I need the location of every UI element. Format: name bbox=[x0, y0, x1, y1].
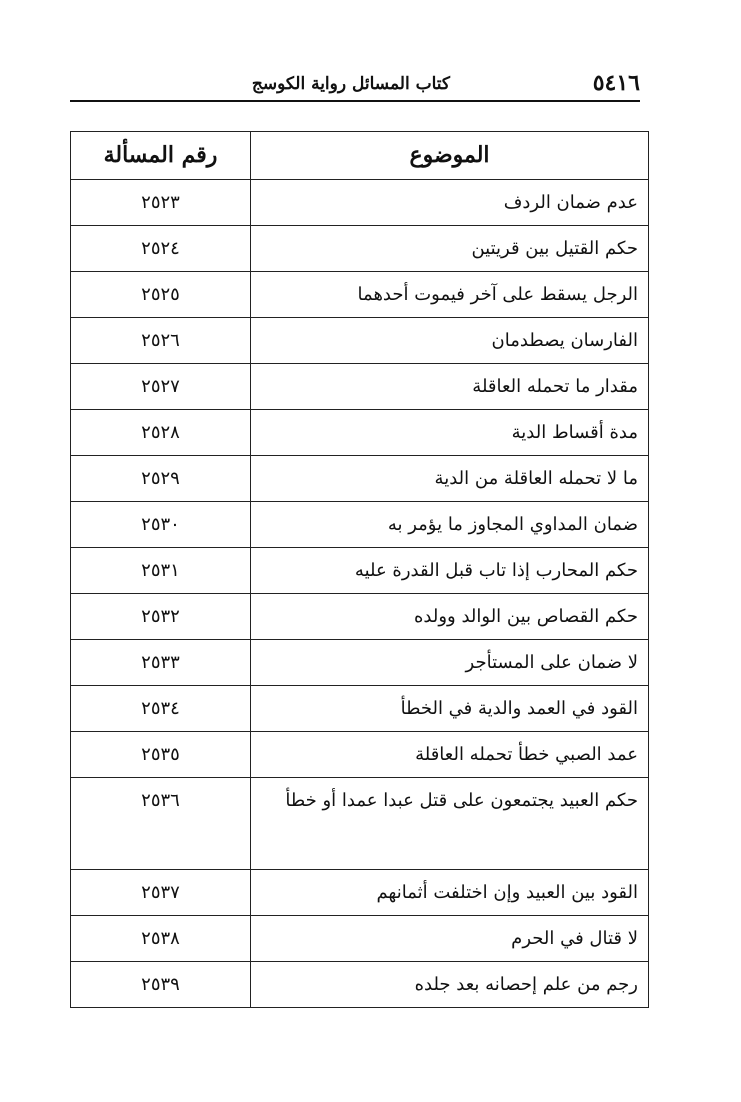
topic-cell: الفارسان يصطدمان bbox=[251, 318, 649, 364]
number-cell: ٢٥٣٢ bbox=[71, 594, 251, 640]
topic-cell: عمد الصبي خطأ تحمله العاقلة bbox=[251, 732, 649, 778]
table-row bbox=[71, 962, 649, 1008]
number-cell: ٢٥٣٥ bbox=[71, 732, 251, 778]
number-cell: ٢٥٣٠ bbox=[71, 502, 251, 548]
topic-cell: القود في العمد والدية في الخطأ bbox=[251, 686, 649, 732]
number-cell: ٢٥٣٨ bbox=[71, 916, 251, 962]
table-row bbox=[71, 548, 649, 594]
table-header-row bbox=[71, 132, 649, 180]
topic-cell: حكم العبيد يجتمعون على قتل عبدا عمدا أو خطأ bbox=[251, 778, 649, 870]
topic-cell: ضمان المداوي المجاوز ما يؤمر به bbox=[251, 502, 649, 548]
table-row bbox=[71, 456, 649, 502]
topic-cell: الرجل يسقط على آخر فيموت أحدهما bbox=[251, 272, 649, 318]
number-cell: ٢٥٢٥ bbox=[71, 272, 251, 318]
topic-cell: حكم المحارب إذا تاب قبل القدرة عليه bbox=[251, 548, 649, 594]
number-cell: ٢٥٢٨ bbox=[71, 410, 251, 456]
topic-cell: مدة أقساط الدية bbox=[251, 410, 649, 456]
topic-cell: القود بين العبيد وإن اختلفت أثمانهم bbox=[251, 870, 649, 916]
topic-cell: حكم القتيل بين قريتين bbox=[251, 226, 649, 272]
table-row bbox=[71, 502, 649, 548]
table-row bbox=[71, 778, 649, 870]
book-title: كتاب المسائل رواية الكوسج bbox=[251, 74, 450, 94]
table-row bbox=[71, 640, 649, 686]
number-cell: ٢٥٢٤ bbox=[71, 226, 251, 272]
table-row bbox=[71, 364, 649, 410]
table-row bbox=[71, 870, 649, 916]
number-cell: ٢٥٢٩ bbox=[71, 456, 251, 502]
table-row bbox=[71, 180, 649, 226]
table-row bbox=[71, 272, 649, 318]
table-row bbox=[71, 732, 649, 778]
number-cell: ٢٥٢٦ bbox=[71, 318, 251, 364]
page-number: ٥٤١٦ bbox=[592, 70, 640, 96]
topic-cell: مقدار ما تحمله العاقلة bbox=[251, 364, 649, 410]
topic-cell: رجم من علم إحصانه بعد جلده bbox=[251, 962, 649, 1008]
topic-cell: عدم ضمان الردف bbox=[251, 180, 649, 226]
number-cell: ٢٥٣٣ bbox=[71, 640, 251, 686]
table-row bbox=[71, 410, 649, 456]
table-row bbox=[71, 594, 649, 640]
topic-cell: لا ضمان على المستأجر bbox=[251, 640, 649, 686]
number-cell: ٢٥٢٣ bbox=[71, 180, 251, 226]
topic-cell: لا قتال في الحرم bbox=[251, 916, 649, 962]
number-cell: ٢٥٣٦ bbox=[71, 778, 251, 870]
number-cell: ٢٥٣٤ bbox=[71, 686, 251, 732]
number-cell: ٢٥٢٧ bbox=[71, 364, 251, 410]
table-row bbox=[71, 916, 649, 962]
topics-table bbox=[70, 131, 649, 1008]
number-cell: ٢٥٣٧ bbox=[71, 870, 251, 916]
number-cell: ٢٥٣١ bbox=[71, 548, 251, 594]
topic-column-header: الموضوع bbox=[251, 132, 649, 180]
number-column-header: رقم المسألة bbox=[71, 132, 251, 180]
table-row bbox=[71, 318, 649, 364]
table-row bbox=[71, 686, 649, 732]
page-header bbox=[70, 68, 640, 102]
topic-cell: حكم القصاص بين الوالد وولده bbox=[251, 594, 649, 640]
table-body bbox=[71, 180, 649, 1008]
topic-cell: ما لا تحمله العاقلة من الدية bbox=[251, 456, 649, 502]
table-row bbox=[71, 226, 649, 272]
number-cell: ٢٥٣٩ bbox=[71, 962, 251, 1008]
